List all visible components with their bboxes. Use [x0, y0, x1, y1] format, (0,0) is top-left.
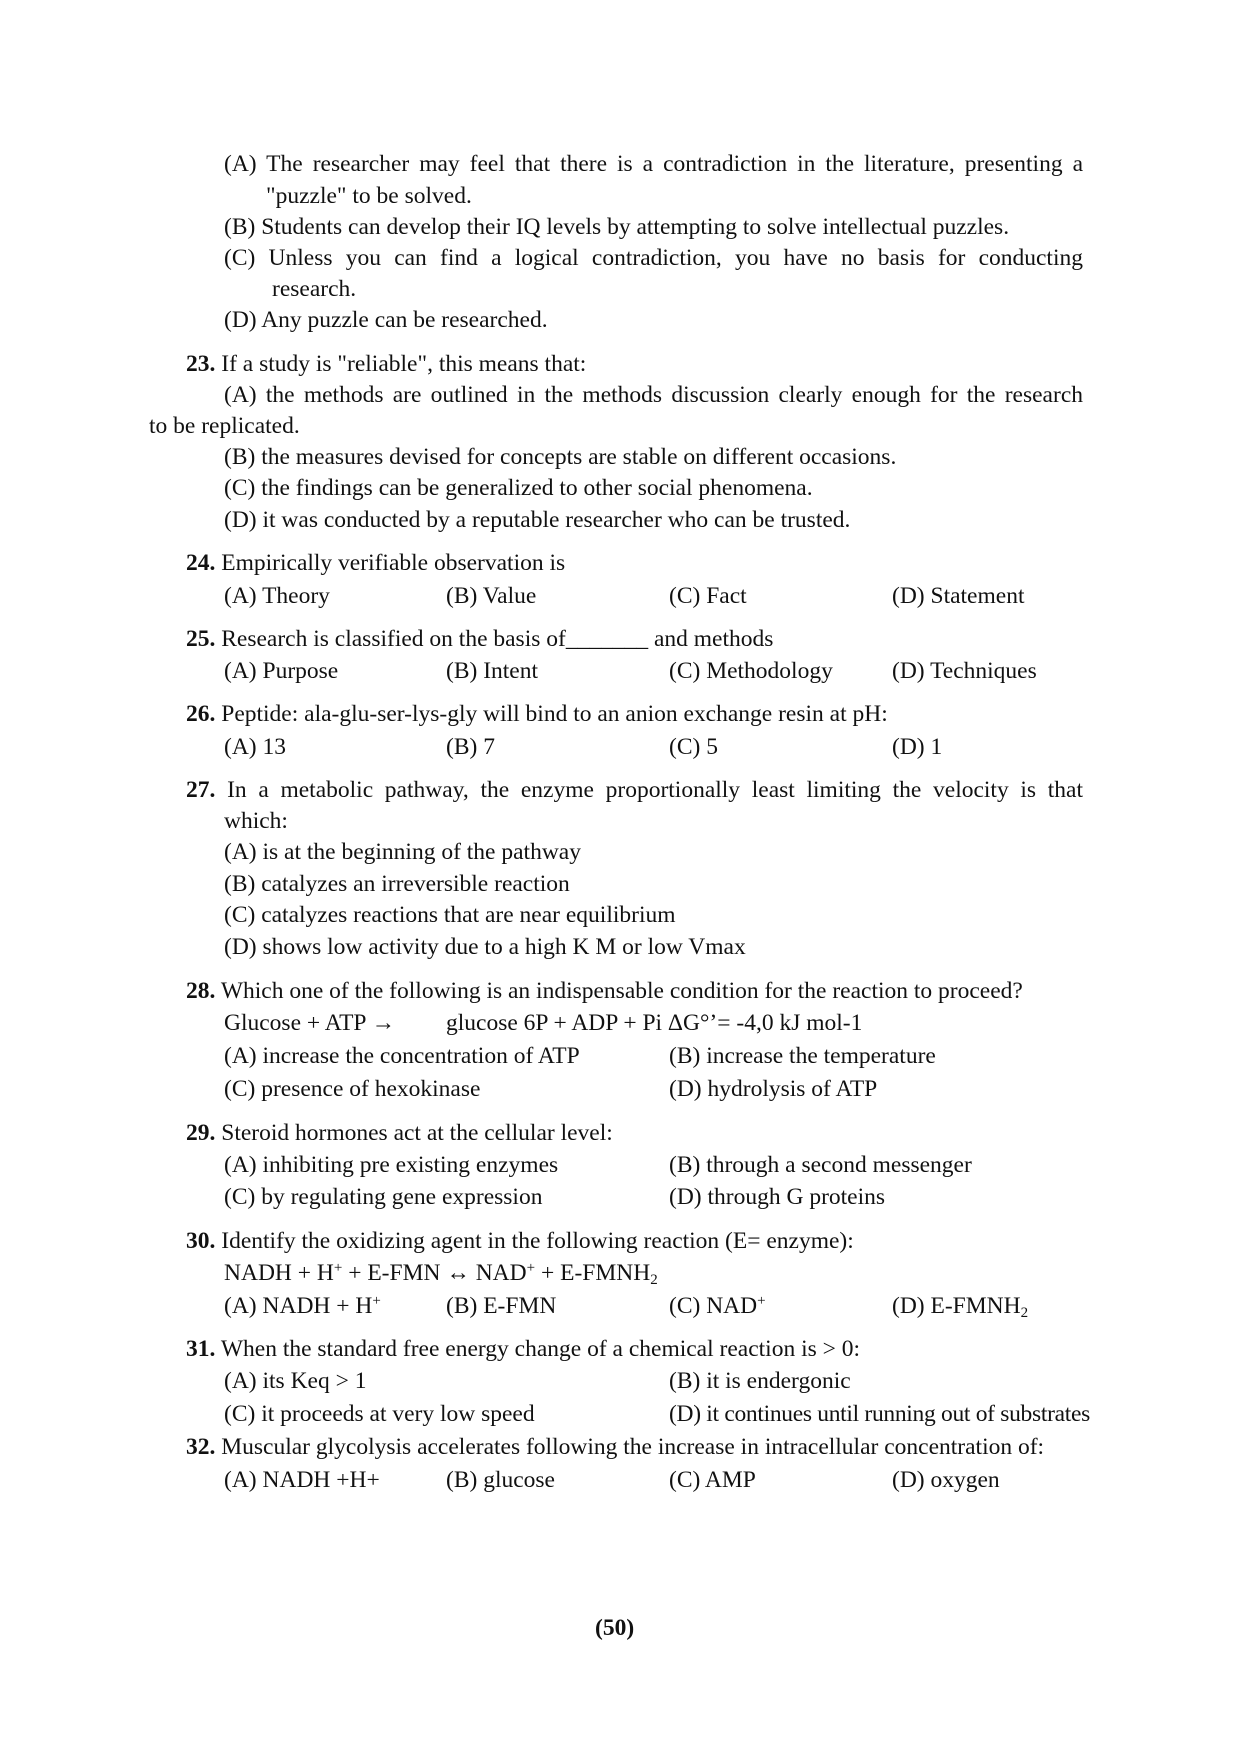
q25-option-b: (B) Intent [446, 658, 539, 684]
question-text: Steroid hormones act at the cellular level: [221, 1120, 613, 1146]
question-text: Identify the oxidizing agent in the following reaction (E= enzyme): [221, 1228, 854, 1254]
q29-option-b: (B) through a second messenger [669, 1152, 972, 1178]
question-text: Which one of the following is an indispensable condition for the reaction to proceed? [220, 978, 1023, 1004]
question-number: 28. [186, 978, 216, 1004]
question-number: 26. [186, 701, 216, 727]
q22-option-d: (D) Any puzzle can be researched. [224, 307, 548, 333]
question-number: 29. [186, 1120, 216, 1146]
q23-option-d: (D) it was conducted by a reputable researcher who can be trusted. [224, 507, 851, 533]
question-26 [186, 698, 888, 730]
q30-option-d: (D) $E-FMNH_2$ [892, 1293, 1029, 1321]
q22-option-c-line2: research. [272, 276, 357, 302]
question-number: 30. [186, 1228, 216, 1254]
question-32 [186, 1431, 1044, 1463]
page-number: (50) [595, 1615, 635, 1641]
q30-equation: NADH + H+ + E-FMN ↔ $NAD^+ + E-FMNH_2$ [224, 1260, 658, 1288]
question-number: 25. [186, 626, 216, 652]
q26-option-b: (B) 7 [446, 734, 495, 760]
question-number: 31. [186, 1336, 216, 1362]
q30-option-b: (B) E-FMN [446, 1293, 557, 1319]
question-number: 32. [186, 1434, 216, 1460]
q22-option-b: (B) Students can develop their IQ levels by attempting to solve intellectual puzzles. [224, 214, 1010, 240]
q31-option-d: (D) it continues until running out of substrates [669, 1401, 1090, 1427]
q25-option-c: (C) Methodology [669, 658, 833, 684]
q28-equation-left: Glucose + ATP → [224, 1010, 396, 1036]
question-25 [186, 623, 773, 655]
q23-option-b: (B) the measures devised for concepts are stable on different occasions. [224, 444, 897, 470]
question-30 [186, 1225, 854, 1257]
q31-option-c: (C) it proceeds at very low speed [224, 1401, 535, 1427]
q27-text-line2: which: [224, 808, 288, 834]
q28-option-b: (B) increase the temperature [669, 1043, 936, 1069]
q25-option-a: (A) Purpose [224, 658, 339, 684]
question-text: Peptide: ala-glu-ser-lys-gly will bind to an anion exchange resin at pH: [221, 701, 888, 727]
question-24 [186, 547, 565, 579]
question-27 [186, 774, 1083, 806]
question-number: 24. [186, 550, 216, 576]
q31-option-a: (A) its Keq > 1 [224, 1368, 367, 1394]
question-text: When the standard free energy change of a chemical reaction is > 0: [220, 1336, 861, 1362]
q28-option-a: (A) increase the concentration of ATP [224, 1043, 580, 1069]
q29-option-a: (A) inhibiting pre existing enzymes [224, 1152, 559, 1178]
q23-option-a-line1: (A) the methods are outlined in the methods discussion clearly enough for the research [224, 382, 1083, 408]
q28-option-d: (D) hydrolysis of ATP [669, 1076, 878, 1102]
q27-option-a: (A) is at the beginning of the pathway [224, 839, 581, 865]
q26-option-c: (C) 5 [669, 734, 718, 760]
question-number: 27. [186, 777, 216, 803]
q29-option-c: (C) by regulating gene expression [224, 1184, 543, 1210]
question-23 [186, 348, 586, 380]
q23-option-a-line2: to be replicated. [149, 413, 300, 439]
q22-option-c-line1: (C) Unless you can find a logical contradiction, you have no basis for conducting [224, 245, 1083, 271]
q30-option-a: (A) NADH + H+ [224, 1293, 381, 1319]
q26-option-d: (D) 1 [892, 734, 943, 760]
q32-option-d: (D) oxygen [892, 1467, 1000, 1493]
q27-option-d: (D) shows low activity due to a high K M or low Vmax [224, 934, 746, 960]
question-text: Research is classified on the basis of_______ and methods [221, 626, 774, 652]
question-text: Empirically verifiable observation is [221, 550, 566, 576]
question-text: If a study is "reliable", this means that: [221, 351, 587, 377]
question-31 [186, 1333, 860, 1365]
q24-option-c: (C) Fact [669, 583, 747, 609]
q25-option-d: (D) Techniques [892, 658, 1037, 684]
q32-option-b: (B) glucose [446, 1467, 555, 1493]
q30-option-c: (C) NAD+ [669, 1293, 766, 1319]
question-text: Muscular glycolysis accelerates following the increase in intracellular concentration of: [221, 1434, 1045, 1460]
q24-option-b: (B) Value [446, 583, 537, 609]
q27-option-c: (C) catalyzes reactions that are near equilibrium [224, 902, 676, 928]
q31-option-b: (B) it is endergonic [669, 1368, 851, 1394]
q24-option-a: (A) Theory [224, 583, 330, 609]
q28-option-c: (C) presence of hexokinase [224, 1076, 481, 1102]
q27-option-b: (B) catalyzes an irreversible reaction [224, 871, 570, 897]
q32-option-a: (A) NADH +H+ [224, 1467, 380, 1493]
q22-option-a-line2: "puzzle" to be solved. [266, 183, 472, 209]
question-number: 23. [186, 351, 216, 377]
question-29 [186, 1117, 613, 1149]
question-text: In a metabolic pathway, the enzyme proportionally least limiting the velocity is that [227, 777, 1084, 803]
q29-option-d: (D) through G proteins [669, 1184, 886, 1210]
q32-option-c: (C) AMP [669, 1467, 756, 1493]
q24-option-d: (D) Statement [892, 583, 1025, 609]
q23-option-c: (C) the findings can be generalized to other social phenomena. [224, 475, 813, 501]
q28-equation-right: glucose 6P + ADP + Pi ΔG°’= -4,0 kJ mol-1 [446, 1010, 863, 1036]
q22-option-a-line1: (A) The researcher may feel that there is a contradiction in the literature, presenting a [224, 151, 1083, 177]
question-28 [186, 975, 1023, 1007]
q26-option-a: (A) 13 [224, 734, 286, 760]
